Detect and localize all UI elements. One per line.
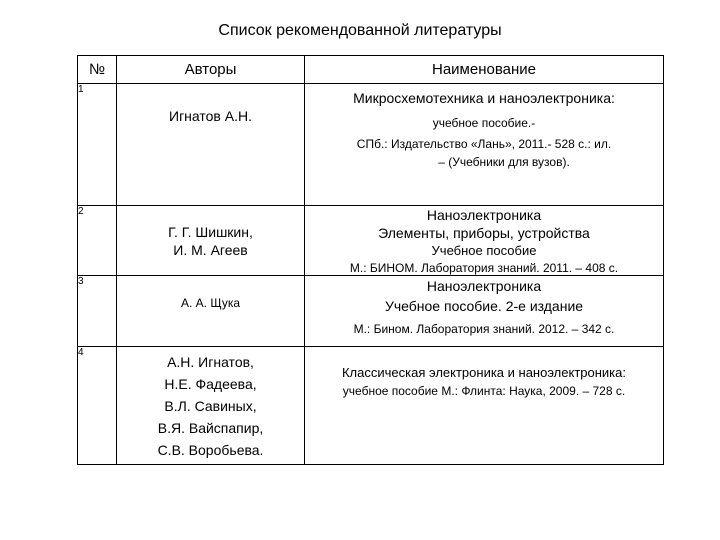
author-line: В.Л. Савиных, (164, 398, 257, 414)
author-line: И. М. Агеев (173, 242, 248, 258)
table-row (78, 347, 664, 465)
row-number: 4 (78, 347, 117, 465)
row-authors (117, 84, 305, 206)
author-line: А.Н. Игнатов, (167, 354, 254, 370)
book-title: Элементы, приборы, устройства (378, 225, 590, 241)
author-line: Н.Е. Фадеева, (164, 376, 257, 392)
row-number: 2 (78, 206, 117, 276)
book-title: Микросхемотехника и наноэлектроника: (353, 90, 615, 106)
header-num: № (78, 56, 117, 84)
book-detail: Учебное пособие (431, 243, 537, 258)
row-title (305, 206, 664, 276)
author-line: С.В. Воробьева. (157, 442, 264, 458)
book-detail: М.: Бином. Лаборатория знаний. 2012. – 342 с. (353, 322, 615, 336)
row-number: 1 (78, 84, 117, 206)
book-detail: М.: БИНОМ. Лаборатория знаний. 2011. – 408 с. (349, 261, 619, 275)
row-authors (117, 347, 305, 465)
row-title (305, 276, 664, 347)
book-title: Классическая электроника и наноэлектроника: (341, 365, 627, 380)
book-title: Наноэлектроника (426, 207, 542, 223)
literature-table (77, 55, 664, 465)
page-title: Список рекомендованной литературы (218, 22, 502, 39)
book-title: Наноэлектроника (426, 278, 542, 294)
book-detail: учебное пособие.- (432, 116, 536, 130)
row-title (305, 84, 664, 206)
author-line: А. А. Щука (180, 296, 241, 310)
book-detail: Учебное пособие. 2-е издание (384, 298, 584, 314)
row-number: 3 (78, 276, 117, 347)
book-detail: учебное пособие М.: Флинта: Наука, 2009. – 728 с. (342, 384, 626, 398)
book-detail: СПб.: Издательство «Лань», 2011.- 528 с.: ил. (356, 137, 612, 151)
header-name: Наименование (305, 56, 664, 84)
row-authors (117, 276, 305, 347)
table-header-row (78, 56, 664, 84)
row-authors (117, 206, 305, 276)
book-detail: – (Учебники для вузов). (438, 155, 570, 169)
author-line: В.Я. Вайспапир, (157, 420, 264, 436)
author-line: Г. Г. Шишкин, (168, 224, 253, 240)
header-authors: Авторы (117, 56, 305, 84)
table-row (78, 276, 664, 347)
row-title (305, 347, 664, 465)
table-row (78, 84, 664, 206)
author-line: Игнатов А.Н. (169, 108, 252, 124)
table-row (78, 206, 664, 276)
